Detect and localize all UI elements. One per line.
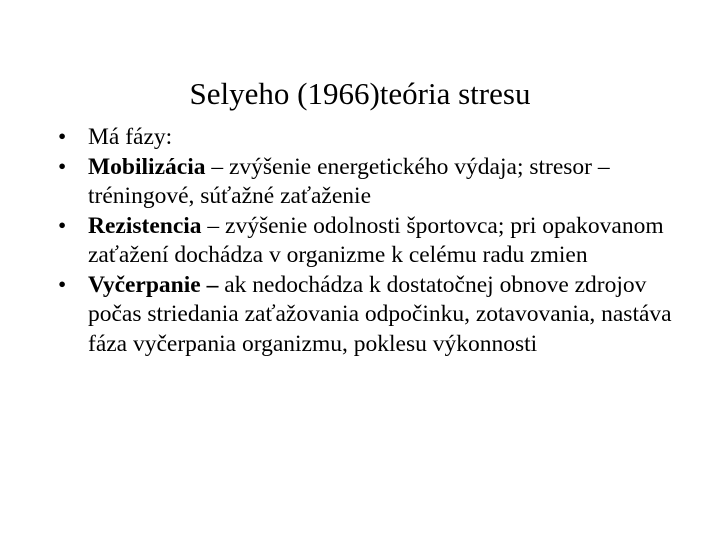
bullet-item-phases (58, 123, 698, 153)
bullet-term: Rezistencia (88, 212, 202, 239)
slide-title: Selyeho (1966)teória stresu (189, 76, 531, 111)
bullet-dot: • (58, 212, 67, 239)
bullet-dot: • (58, 271, 67, 298)
bullet-text: – zvýšenie energetického výdaja; stresor – tréningové, súťažné zaťaženie (88, 153, 610, 209)
bullet-item-mobilization (58, 153, 698, 212)
bullet-text: Má fázy: (88, 124, 173, 150)
bullet-dot: • (58, 153, 67, 180)
bullet-item-resistance (58, 212, 698, 271)
bullet-list (58, 123, 698, 359)
bullet-text: – zvýšenie odolnosti športovca; pri opakovanom zaťažení dochádza v organizme k celému radu zmien (88, 212, 664, 268)
bullet-item-exhaustion (58, 271, 698, 360)
bullet-term: Mobilizácia (88, 153, 206, 180)
bullet-dot: • (58, 124, 67, 150)
bullet-text: ak nedochádza k dostatočnej obnove zdrojov počas striedania zaťažovania odpočinku, zotavovania, nastáva fáza vyčerpania organizmu, poklesu výkonnosti (88, 271, 672, 357)
bullet-term: Vyčerpanie – (88, 271, 219, 298)
